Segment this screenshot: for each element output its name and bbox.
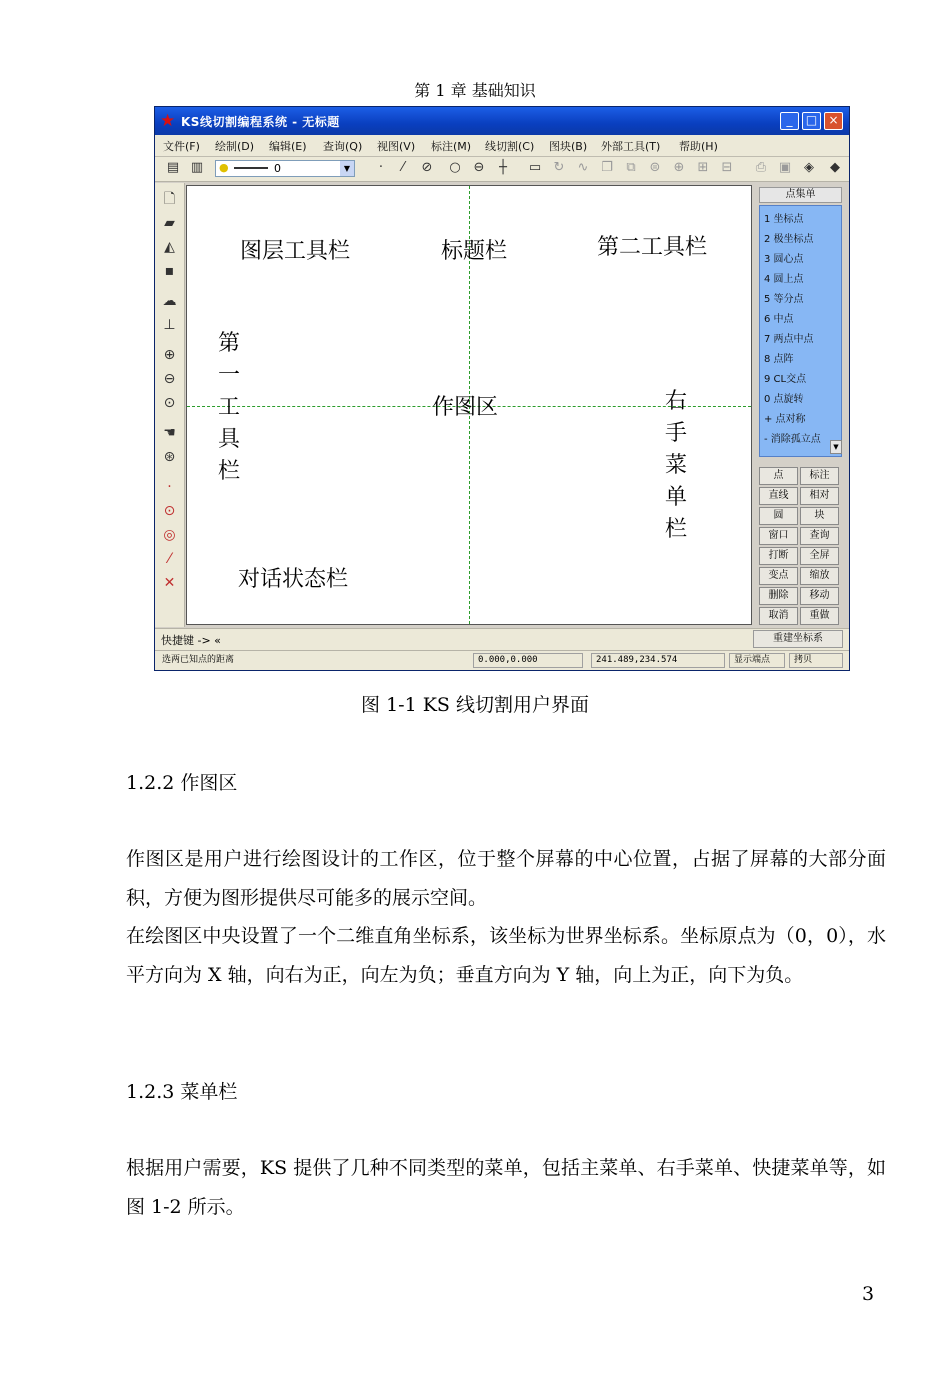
redraw-icon[interactable]: ☁ <box>162 293 177 309</box>
page-number: 3 <box>862 1283 875 1305</box>
list-item[interactable]: 2 极坐标点 <box>764 234 814 245</box>
rebuild-coords-button[interactable]: 重建坐标系 <box>753 630 843 648</box>
label-drawing-area: 作图区 <box>432 395 499 420</box>
menu-file[interactable]: 文件(F) <box>163 140 200 153</box>
list-item[interactable]: 4 圆上点 <box>764 274 804 285</box>
menu-bar <box>155 135 849 157</box>
rp-button[interactable]: 删除 <box>759 587 798 605</box>
rp-button[interactable]: 移动 <box>800 587 839 605</box>
chapter-header: 第 1 章 基础知识 <box>414 81 536 100</box>
export-icon[interactable]: ◈ <box>804 160 814 175</box>
lightbulb-icon: ● <box>219 161 229 174</box>
rp-button[interactable]: 打断 <box>759 547 798 565</box>
point-menu-list <box>759 205 842 457</box>
import-icon[interactable]: ◭ <box>164 239 175 255</box>
rp-button[interactable]: 标注 <box>800 467 839 485</box>
polygon-tool-icon[interactable]: ○ <box>449 160 461 175</box>
save-disk-icon[interactable]: ▣ <box>778 160 792 175</box>
pan-icon[interactable]: ☚ <box>163 425 176 441</box>
list-item[interactable]: - 消除孤立点 <box>764 434 821 445</box>
rp-button[interactable]: 取消 <box>759 607 798 625</box>
title-bar <box>155 107 849 135</box>
menu-external-tools[interactable]: 外部工具(T) <box>601 140 661 153</box>
rotate-icon[interactable]: ↻ <box>553 160 565 175</box>
menu-edit[interactable]: 编辑(E) <box>269 140 307 153</box>
rp-button[interactable]: 点 <box>759 467 798 485</box>
print-icon[interactable]: ⎙ <box>755 160 767 175</box>
section-heading-1-2-3: 1.2.3 菜单栏 <box>126 1081 238 1103</box>
list-item[interactable]: 6 中点 <box>764 314 794 325</box>
label-first-toolbar: 第一工具栏 <box>217 331 240 484</box>
label-right-menu: 右手菜单栏 <box>664 389 687 542</box>
menu-draw[interactable]: 绘制(D) <box>215 140 255 153</box>
paste-icon[interactable]: ⧉ <box>626 160 636 175</box>
show-endpoints-button[interactable]: 显示端点 <box>729 653 785 668</box>
intersection-icon[interactable]: ✕ <box>163 575 176 591</box>
rect-tool-icon[interactable]: ▭ <box>528 160 542 175</box>
status-coord-2: 241.489,234.574 <box>591 653 725 668</box>
linetype-preview <box>234 167 268 169</box>
new-file-icon[interactable]: 🗋 <box>163 191 176 207</box>
command-line[interactable]: 快捷键 -> « <box>161 634 221 647</box>
list-item[interactable]: 7 两点中点 <box>764 334 814 345</box>
layer-value: 0 <box>274 162 281 175</box>
rp-button[interactable]: 查询 <box>800 527 839 545</box>
list-item[interactable]: 5 等分点 <box>764 294 804 305</box>
layer-manager-icon[interactable]: ▤ <box>166 160 180 175</box>
label-title-bar: 标题栏 <box>441 239 508 264</box>
status-coord-1: 0.000,0.000 <box>473 653 583 668</box>
quadrant-point-icon[interactable]: ◎ <box>163 527 176 543</box>
status-bar <box>155 650 849 671</box>
app-screenshot <box>154 106 850 671</box>
label-second-toolbar: 第二工具栏 <box>597 235 708 260</box>
paragraph-2: 在绘图区中央设置了一个二维直角坐标系，该坐标为世界坐标系。坐标原点为（0，0），水平方向为 X 轴，向右为正，向左为负；垂直方向为 Y 轴，向上为正，向下为负。 <box>126 925 886 986</box>
command-bar <box>155 628 849 650</box>
list-item[interactable]: 8 点阵 <box>764 354 794 365</box>
crosshair-icon[interactable]: ┼ <box>499 160 507 175</box>
list-item[interactable]: 9 CL交点 <box>764 374 807 385</box>
minimize-button[interactable]: _ <box>780 112 799 130</box>
list-item[interactable]: 3 圆心点 <box>764 254 804 265</box>
copy-button[interactable]: 拷贝 <box>789 653 843 668</box>
chevron-down-icon[interactable]: ▼ <box>830 440 842 454</box>
save-icon[interactable]: ▪ <box>164 263 175 279</box>
window-title: KS线切割编程系统 - 无标题 <box>181 115 340 129</box>
chevron-down-icon[interactable]: ▼ <box>340 161 354 176</box>
list-item[interactable]: 1 坐标点 <box>764 214 804 225</box>
menu-query[interactable]: 查询(Q) <box>323 140 363 153</box>
menu-view[interactable]: 视图(V) <box>377 140 416 153</box>
tools-icon[interactable]: ◆ <box>830 160 840 175</box>
center-point-icon[interactable]: ⊙ <box>163 503 176 519</box>
block-icon[interactable]: ⊟ <box>721 160 733 175</box>
section-heading-1-2-2: 1.2.2 作图区 <box>126 772 238 794</box>
layer-select[interactable] <box>215 160 355 177</box>
top-toolbar <box>155 157 849 182</box>
close-button[interactable]: × <box>824 112 843 130</box>
rp-button[interactable]: 全屏 <box>800 547 839 565</box>
rp-button[interactable]: 变点 <box>759 567 798 585</box>
rp-button[interactable]: 直线 <box>759 487 798 505</box>
list-item[interactable]: 0 点旋转 <box>764 394 804 405</box>
label-layer-toolbar: 图层工具栏 <box>240 239 351 264</box>
curve-icon[interactable]: ∿ <box>577 160 589 175</box>
ellipse-tool-icon[interactable]: ⊖ <box>473 160 485 175</box>
list-item[interactable]: + 点对称 <box>764 414 806 425</box>
left-toolbar <box>155 183 185 627</box>
rp-button[interactable]: 重做 <box>800 607 839 625</box>
zoom-all-icon[interactable]: ⊛ <box>163 449 176 465</box>
mirror-icon[interactable]: ⊜ <box>649 160 661 175</box>
paragraph-1: 作图区是用户进行绘图设计的工作区，位于整个屏幕的中心位置，占据了屏幕的大部分面积，方便为图形提供尽可能多的展示空间。 <box>126 848 886 909</box>
menu-wirecut[interactable]: 线切割(C) <box>485 140 535 153</box>
nearest-point-icon[interactable]: ⁄ <box>168 551 171 567</box>
layer-properties-icon[interactable]: ▥ <box>190 160 204 175</box>
open-folder-icon[interactable]: ▰ <box>164 215 175 231</box>
zoom-in-icon[interactable]: ⊕ <box>163 347 176 363</box>
line-tool-icon[interactable]: ⁄ <box>401 160 405 175</box>
array-icon[interactable]: ⊕ <box>673 160 685 175</box>
menu-block[interactable]: 图块(B) <box>549 140 588 153</box>
zoom-out-icon[interactable]: ⊖ <box>163 371 176 387</box>
snap-icon[interactable]: ⊥ <box>163 317 176 333</box>
menu-help[interactable]: 帮助(H) <box>679 140 718 153</box>
figure-caption: 图 1-1 KS 线切割用户界面 <box>361 694 589 716</box>
status-message: 选两已知点的距离 <box>157 653 457 668</box>
drawing-canvas[interactable] <box>186 185 752 625</box>
circle-tool-icon[interactable]: ⊘ <box>421 160 433 175</box>
rp-button[interactable]: 块 <box>800 507 839 525</box>
point-tool-icon[interactable]: · <box>378 160 384 175</box>
rp-button[interactable]: 圆 <box>759 507 798 525</box>
zoom-window-icon[interactable]: ⊙ <box>163 395 176 411</box>
copy-icon[interactable]: ❐ <box>601 160 613 175</box>
point-menu-header: 点集单 <box>759 187 842 203</box>
right-menu-panel <box>755 185 849 627</box>
paragraph-3: 根据用户需要，KS 提供了几种不同类型的菜单，包括主菜单、右手菜单、快捷菜单等，如图 1-2 所示。 <box>126 1157 886 1218</box>
rp-button[interactable]: 相对 <box>800 487 839 505</box>
dot-icon[interactable]: · <box>167 479 172 495</box>
maximize-button[interactable]: □ <box>802 112 821 130</box>
menu-dimension[interactable]: 标注(M) <box>431 140 472 153</box>
grid-icon[interactable]: ⊞ <box>697 160 709 175</box>
rp-button[interactable]: 窗口 <box>759 527 798 545</box>
star-icon: ★ <box>160 111 176 131</box>
rp-button[interactable]: 缩放 <box>800 567 839 585</box>
label-dialog-status: 对话状态栏 <box>238 567 349 592</box>
